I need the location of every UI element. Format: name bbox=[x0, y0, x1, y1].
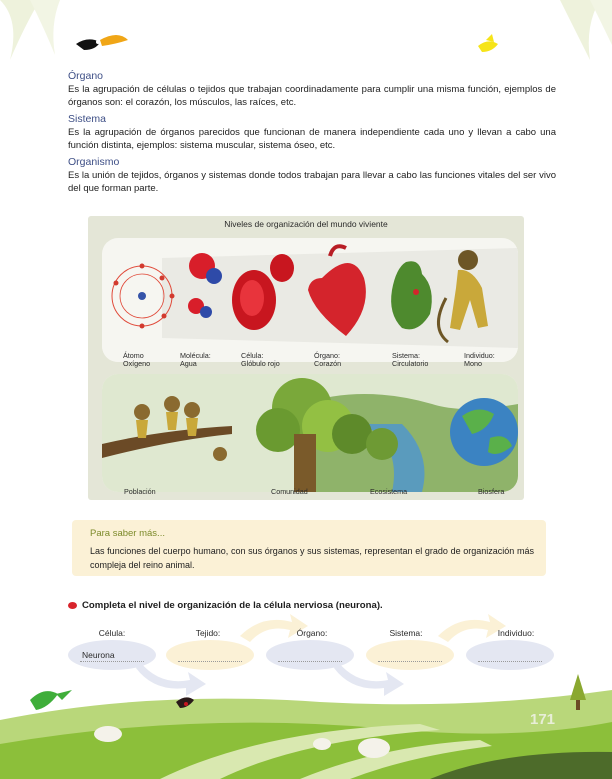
level-system-label: Sistema: Circulatorio bbox=[392, 351, 429, 368]
figure-title: Niveles de organización del mundo viviente bbox=[224, 219, 388, 229]
definition-text: Es la unión de tejidos, órganos y sistemas donde todos trabajan para llevar a cabo las funciones vitales del ser vivo del que forman parte. bbox=[68, 170, 556, 194]
page-number: 171 bbox=[530, 711, 556, 728]
field-label-sistema: Sistema: bbox=[389, 628, 423, 638]
top-decoration bbox=[0, 0, 612, 70]
definition-organismo bbox=[68, 155, 556, 195]
level-ecosystem-label: Ecosistema bbox=[370, 487, 408, 496]
level-molecule-label: Molécula: Agua bbox=[180, 351, 211, 368]
levels-illustration-top bbox=[102, 238, 518, 362]
levels-figure bbox=[88, 216, 524, 500]
biosphere-icon bbox=[450, 398, 518, 466]
yellow-bird-icon bbox=[478, 34, 498, 52]
saber-mas-text: Las funciones del cuerpo humano, con sus órganos y sus sistemas, representan el grado de organización más compleja del reino animal. bbox=[90, 546, 534, 570]
toucan-icon bbox=[76, 35, 128, 50]
level-community-label: Comunidad bbox=[271, 487, 308, 496]
saber-mas-box bbox=[72, 520, 546, 576]
levels-panel-top bbox=[102, 238, 518, 362]
definition-title: Sistema bbox=[68, 113, 106, 125]
level-individual-label: Individuo: Mono bbox=[464, 351, 495, 368]
definition-organo bbox=[68, 69, 556, 109]
field-label-organo: Órgano: bbox=[296, 628, 328, 638]
definition-text: Es la agrupación de órganos parecidos que funcionan de manera independiente cada uno y llevan a cabo una función distinta, ejemplos: sistema muscular, sistema óseo, etc. bbox=[68, 127, 556, 151]
field-label-celula: Célula: bbox=[98, 628, 126, 638]
definitions-section bbox=[68, 66, 556, 197]
definition-text: Es la agrupación de células o tejidos que trabajan coordinadamente para cumplir una misma función, ejemplos de órganos son: el corazón, los músculos, las raíces, etc. bbox=[68, 84, 556, 108]
level-population-label: Población bbox=[124, 487, 156, 496]
field-label-tejido: Tejido: bbox=[195, 628, 221, 638]
levels-panel-bottom bbox=[102, 374, 518, 492]
level-atom-label: Átomo Oxígeno bbox=[123, 351, 151, 368]
field-label-individuo: Individuo: bbox=[497, 628, 535, 638]
saber-mas-title: Para saber más... bbox=[90, 528, 165, 539]
exercise-instruction: Completa el nivel de organización de la célula nerviosa (neurona). bbox=[82, 600, 383, 611]
level-organ-label: Órgano: Corazón bbox=[314, 351, 342, 368]
definition-title: Órgano bbox=[68, 70, 104, 82]
green-bird-icon bbox=[30, 690, 72, 710]
definition-title: Organismo bbox=[68, 156, 120, 168]
bottom-landscape bbox=[0, 660, 612, 779]
levels-illustration-bottom bbox=[102, 374, 518, 492]
level-cell-label: Célula: Glóbulo rojo bbox=[241, 351, 280, 368]
definition-sistema bbox=[68, 112, 556, 152]
level-biosphere-label: Biosfera bbox=[478, 487, 505, 496]
